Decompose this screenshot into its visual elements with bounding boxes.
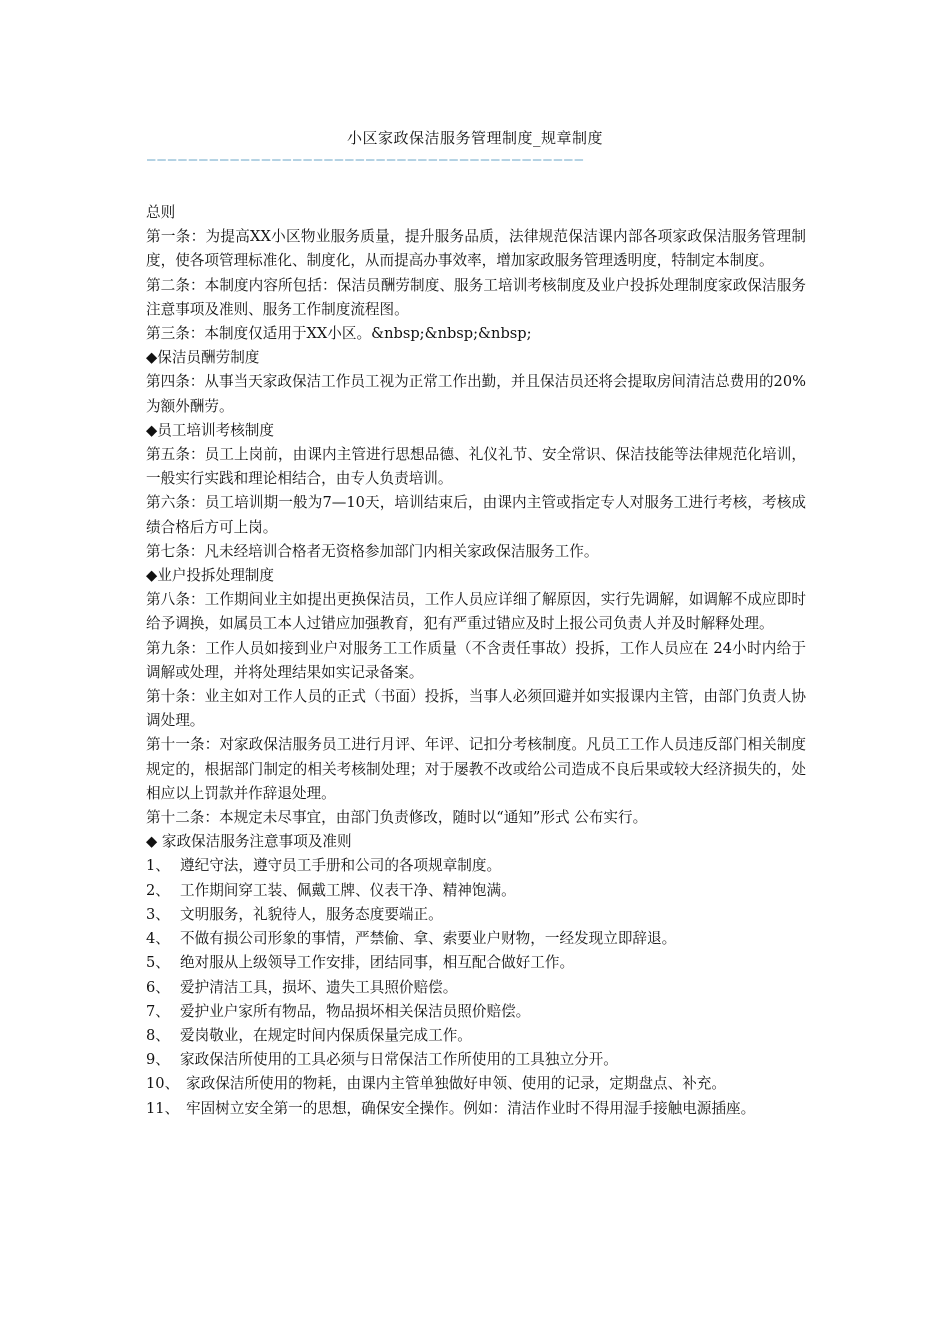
- article-3: 第三条：本制度仅适用于XX小区。&nbsp;&nbsp;&nbsp;: [146, 325, 532, 343]
- rule-number: 9、: [146, 1051, 170, 1069]
- rule-item: [146, 1072, 806, 1096]
- article-4: 第四条：从事当天家政保洁工作员工视为正常工作出勤，并且保洁员还将会提取房间清洁总费用的20%为额外酬劳。: [146, 373, 806, 415]
- rule-number: 5、: [146, 954, 170, 972]
- article-5: 第五条：员工上岗前，由课内主管进行思想品德、礼仪礼节、安全常识、保洁技能等法律规范化培训，一般实行实践和理论相结合，由专人负责培训。: [146, 446, 806, 488]
- rule-number: 7、: [146, 1002, 170, 1020]
- rule-number: 8、: [146, 1026, 170, 1044]
- article-2: 第二条：本制度内容所包括：保洁员酬劳制度、服务工培训考核制度及业户投拆处理制度家政保洁服务注意事项及准则、服务工作制度流程图。: [146, 276, 806, 318]
- rule-text: 爱护清洁工具，损坏、遗失工具照价赔偿。: [180, 978, 458, 996]
- rule-number: 11、: [146, 1099, 180, 1117]
- rule-number: 4、: [146, 930, 170, 948]
- article-6: 第六条：员工培训期一般为7—10天，培训结束后，由课内主管或指定专人对服务工进行考核，考核成绩合格后方可上岗。: [146, 494, 806, 536]
- rule-item: [146, 1024, 806, 1048]
- rule-text: 不做有损公司形象的事情，严禁偷、拿、索要业户财物，一经发现立即辞退。: [180, 930, 677, 948]
- rule-item: [146, 1048, 806, 1072]
- section-heading-general: 总则: [146, 204, 176, 221]
- rule-text: 爱护业户家所有物品，物品损坏相关保洁员照价赔偿。: [180, 1002, 531, 1020]
- section-heading-guidelines: ◆ 家政保洁服务注意事项及准则: [146, 833, 352, 851]
- rule-item: [146, 976, 806, 1000]
- section-heading-training: ◆员工培训考核制度: [146, 421, 274, 439]
- rule-item: [146, 1000, 806, 1024]
- rule-text: 遵纪守法，遵守员工手册和公司的各项规章制度。: [180, 857, 502, 875]
- rule-number: 2、: [146, 881, 170, 899]
- article-10: 第十条：业主如对工作人员的正式（书面）投拆，当事人必须回避并如实报课内主管，由部门负责人协调处理。: [146, 688, 806, 730]
- rule-item: [146, 903, 806, 927]
- rule-item: [146, 854, 806, 878]
- document-body: [146, 201, 806, 1121]
- rule-text: 绝对服从上级领导工作安排，团结同事，相互配合做好工作。: [180, 954, 575, 972]
- rule-number: 3、: [146, 905, 170, 923]
- article-1: 第一条：为提高XX小区物业服务质量，提升服务品质，法律规范保洁课内部各项家政保洁服务管理制度，使各项管理标准化、制度化，从而提高办事效率，增加家政服务管理透明度，特制定本制度。: [146, 228, 806, 270]
- rule-text: 爱岗敬业，在规定时间内保质保量完成工作。: [180, 1026, 472, 1044]
- rule-text: 家政保洁所使用的工具必须与日常保洁工作所使用的工具独立分开。: [180, 1051, 618, 1069]
- rule-item: [146, 951, 806, 975]
- article-7: 第七条：凡未经培训合格者无资格参加部门内相关家政保洁服务工作。: [146, 542, 599, 560]
- title-divider: ——————————————————————————————————————————: [147, 152, 586, 168]
- rule-item: [146, 927, 806, 951]
- rule-text: 家政保洁所使用的物耗，由课内主管单独做好申领、使用的记录，定期盘点、补充。: [186, 1075, 726, 1093]
- rule-number: 1、: [146, 857, 170, 875]
- rule-text: 文明服务，礼貌待人，服务态度要端正。: [180, 905, 443, 923]
- article-11: 第十一条：对家政保洁服务员工进行月评、年评、记扣分考核制度。凡员工工作人员违反部门相关制度规定的，根据部门制定的相关考核制处理；对于屡教不改或给公司造成不良后果或较大经济损失的，处相应以上罚款并作辞退处理。: [146, 736, 806, 802]
- article-9: 第九条：工作人员如接到业户对服务工工作质量（不含责任事故）投拆，工作人员应在 24小时内给于调解或处理，并将处理结果如实记录备案。: [146, 639, 806, 681]
- document-title: 小区家政保洁服务管理制度_规章制度: [346, 129, 603, 147]
- rule-item: [146, 879, 806, 903]
- rule-item: [146, 1097, 806, 1121]
- section-heading-pay: ◆保洁员酬劳制度: [146, 349, 260, 367]
- article-12: 第十二条：本规定未尽事宜，由部门负责修改，随时以“通知”形式 公布实行。: [146, 809, 648, 827]
- article-8: 第八条：工作期间业主如提出更换保洁员，工作人员应详细了解原因，实行先调解，如调解不成应即时给予调换，如属员工本人过错应加强教育，犯有严重过错应及时上报公司负责人并及时解释处理。: [146, 591, 806, 633]
- rule-number: 10、: [146, 1075, 180, 1093]
- section-heading-complaints: ◆业户投拆处理制度: [146, 567, 274, 585]
- rule-number: 6、: [146, 978, 170, 996]
- rule-text: 牢固树立安全第一的思想，确保安全操作。例如：清洁作业时不得用湿手接触电源插座。: [186, 1099, 756, 1117]
- rule-text: 工作期间穿工装、佩戴工牌、仪表干净、精神饱满。: [180, 881, 516, 899]
